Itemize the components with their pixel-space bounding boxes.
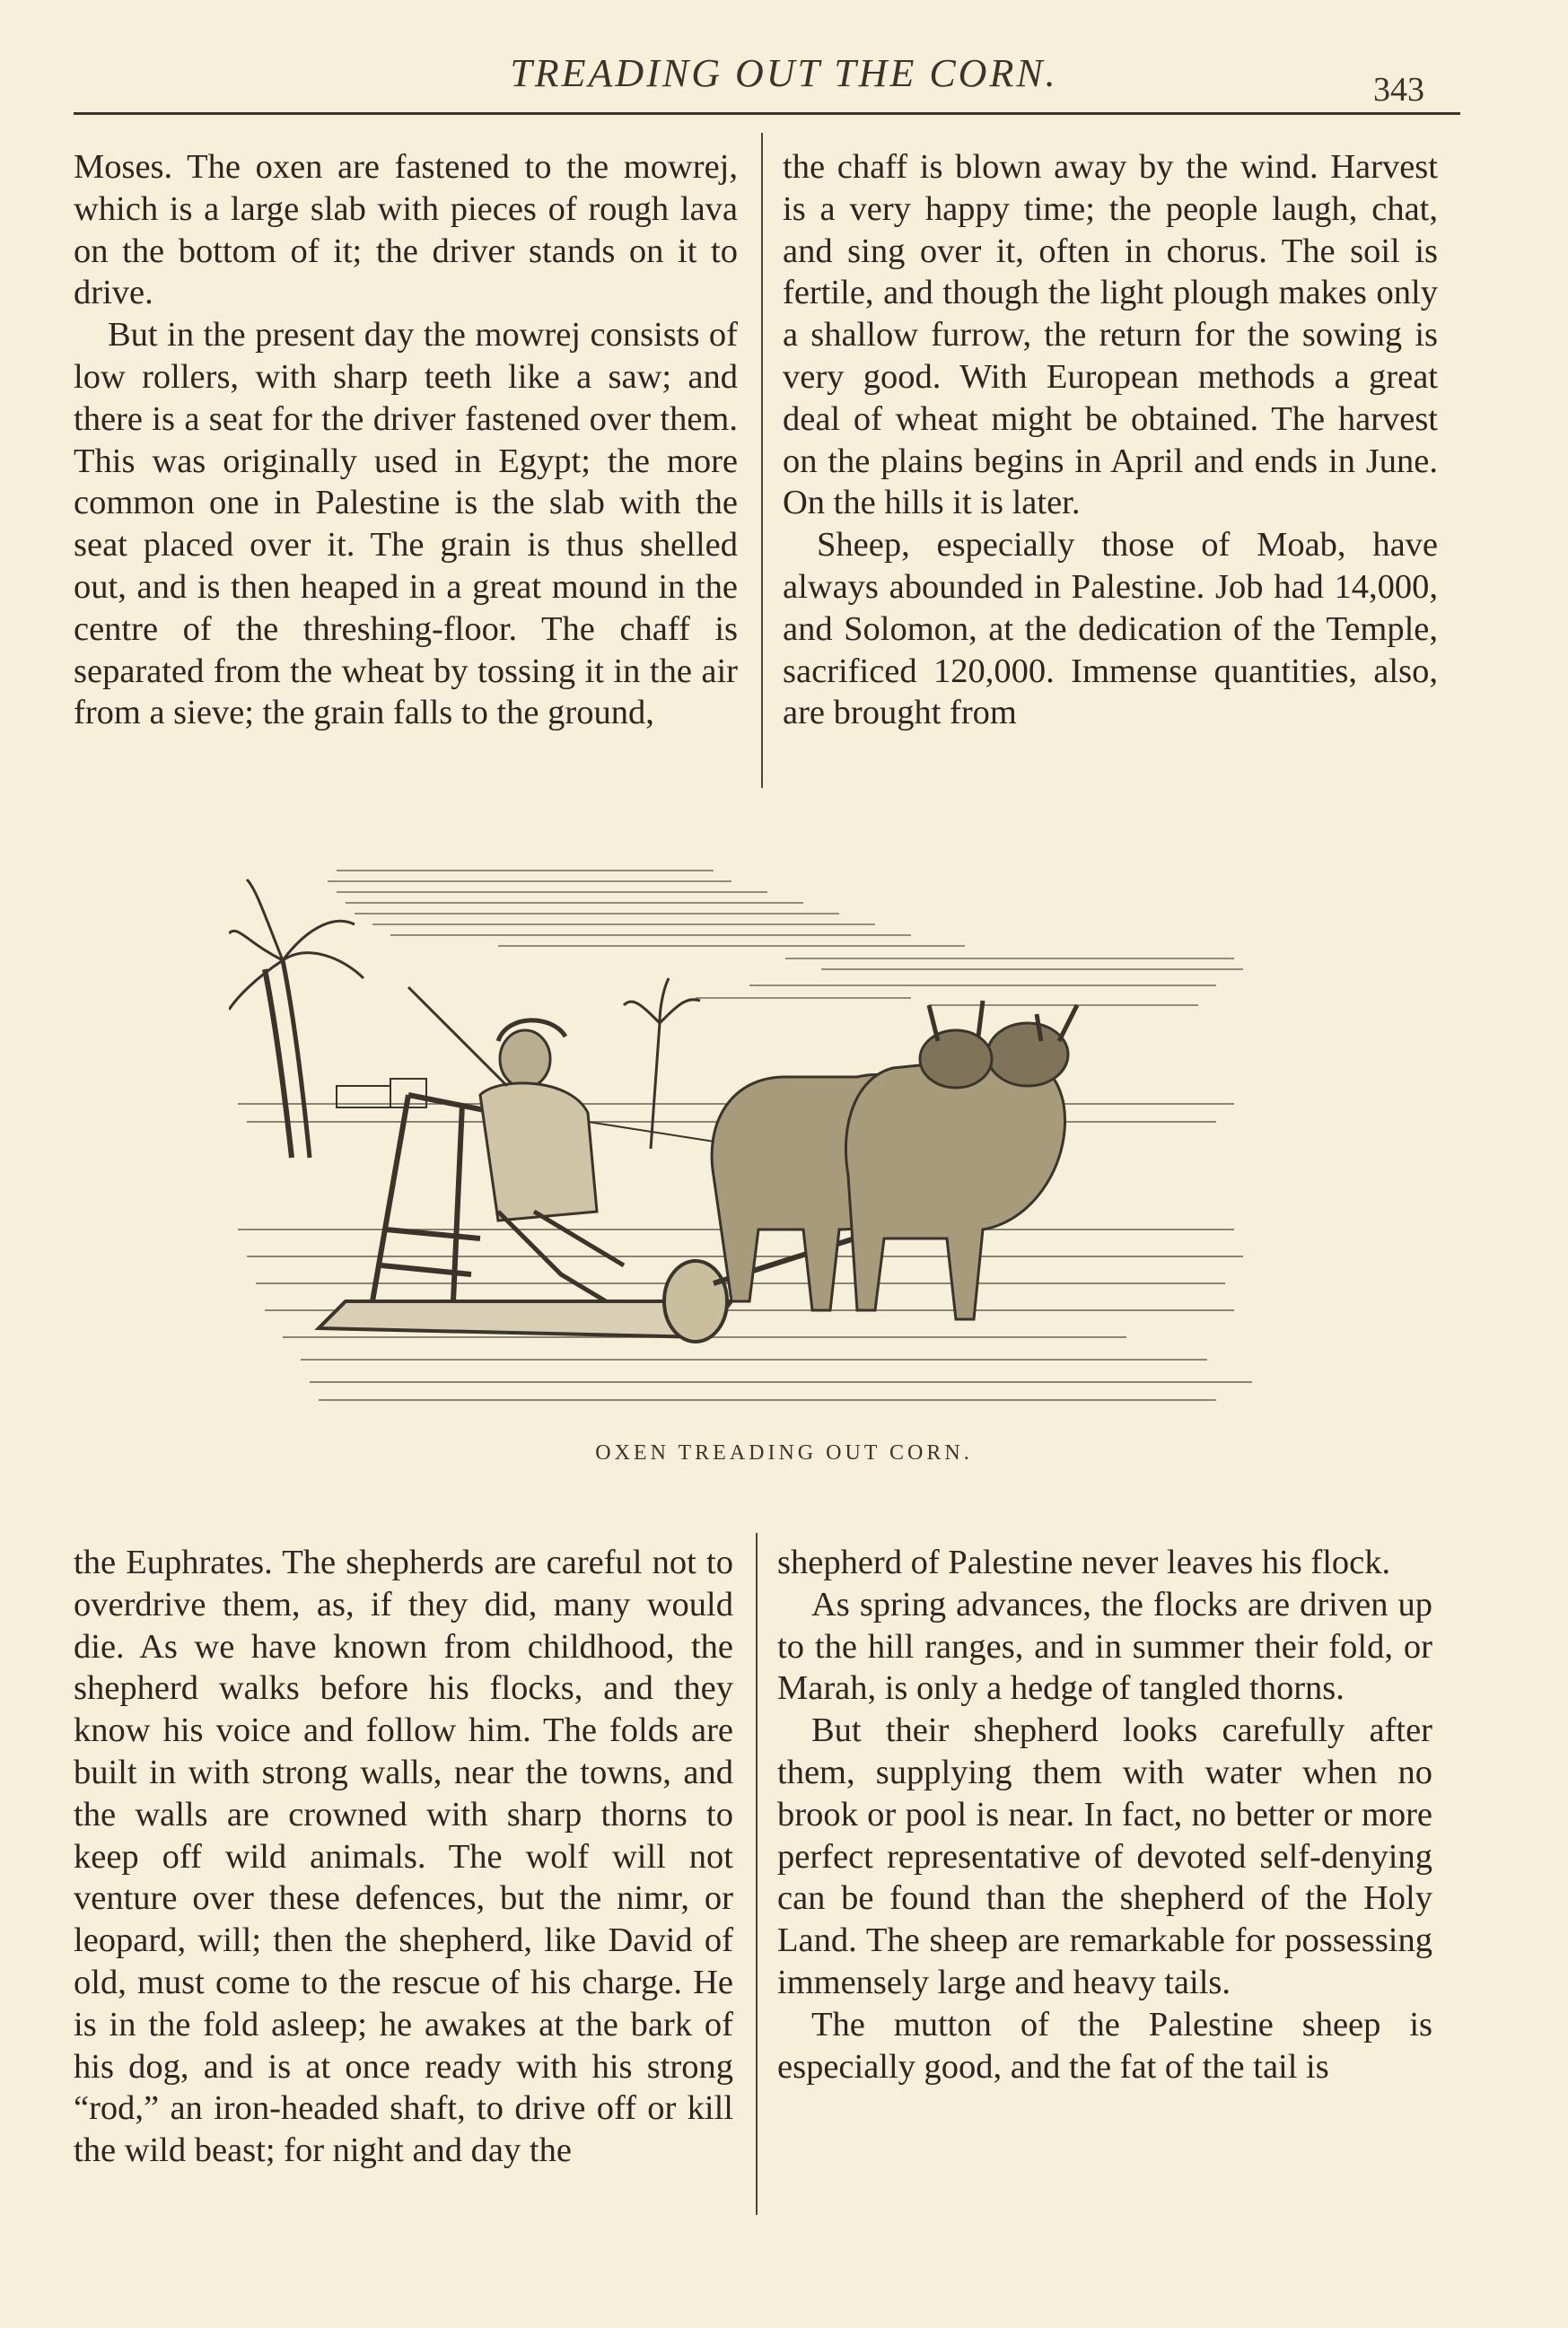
column-divider bbox=[756, 1533, 758, 2215]
column-divider bbox=[761, 133, 763, 788]
paragraph: But in the present day the mowrej consists of low rollers, with sharp teeth like a saw; and there is a seat for the driver fastened over them. This was originally used in Egypt; the more common one in Palestine is the slab with the seat placed over it. The grain is thus shelled out, and is then heaped in a great mound in the centre of the threshing-floor. The chaff is separated from the wheat by tossing it in the air from a sieve; the grain falls to the ground, bbox=[74, 316, 738, 732]
page-number: 343 bbox=[1373, 71, 1424, 109]
running-title: TREADING OUT THE CORN. bbox=[510, 51, 1058, 95]
paragraph: Moses. The oxen are fastened to the mowrej, which is a large slab with pieces of rough lava on the bottom of it; the driver stands on it to drive. bbox=[74, 148, 738, 312]
paragraph: the chaff is blown away by the wind. Harvest is a very happy time; the people laugh, chat, and sing over it, often in chorus. The soil is fertile, and though the light plough makes only a shallow furrow, the return for the sowing is very good. With European methods a great deal of wheat might be obtained. The harvest on the plains begins in April and ends in June. On the hills it is later. bbox=[783, 148, 1438, 522]
paragraph: The mutton of the Palestine sheep is especially good, and the fat of the tail is bbox=[777, 2005, 1432, 2086]
bottom-left-column bbox=[74, 1542, 733, 2172]
top-left-column bbox=[74, 146, 738, 734]
bottom-right-column bbox=[777, 1542, 1432, 2087]
top-right-column bbox=[783, 146, 1438, 734]
paragraph: But their shepherd looks carefully after them, supplying them with water when no brook or pool is near. In fact, no better or more perfect representative of devoted self-denying can be found than the shepherd of the Holy Land. The sheep are remarkable for possessing immensely large and heavy tails. bbox=[777, 1711, 1432, 2001]
paragraph: the Euphrates. The shepherds are careful not to overdrive them, as, if they did, many would die. As we have known from childhood, the shepherd walks before his flocks, and they know his voice and follow him. The folds are built in with strong walls, near the towns, and the walls are crowned with sharp thorns to keep off wild animals. The wolf will not venture over these defences, but the nimr, or leopard, will; then the shepherd, like David of old, must come to the rescue of his charge. He is in the fold asleep; he awakes at the bark of his dog, and is at once ready with his strong “rod,” an iron-headed shaft, to drive off or kill the wild beast; for night and day the bbox=[74, 1544, 733, 2170]
figure-caption: OXEN TREADING OUT CORN. bbox=[595, 1441, 973, 1465]
oxen-threshing-illustration bbox=[229, 853, 1270, 1427]
paragraph: Sheep, especially those of Moab, have always abounded in Palestine. Job had 14,000, and Solomon, at the dedication of the Temple, sacrificed 120,000. Immense quantities, also, are brought from bbox=[783, 526, 1438, 732]
paragraph: shepherd of Palestine never leaves his flock. bbox=[777, 1544, 1391, 1581]
header-rule bbox=[74, 112, 1460, 115]
paragraph: As spring advances, the flocks are driven up to the hill ranges, and in summer their fold, or Marah, is only a hedge of tangled thorns. bbox=[777, 1585, 1432, 1708]
